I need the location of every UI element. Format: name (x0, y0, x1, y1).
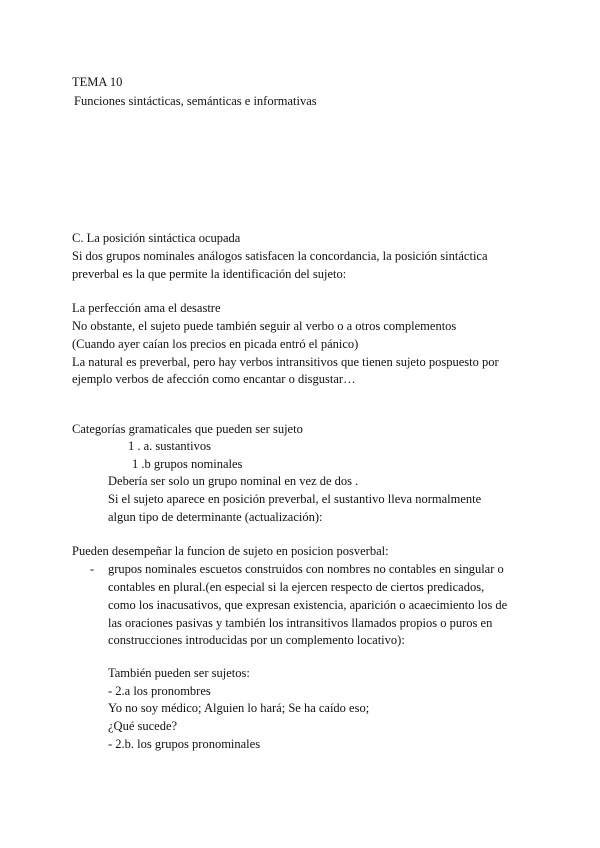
paragraph-line: No obstante, el sujeto puede también seguir al verbo o a otros complementos (72, 319, 457, 333)
list-item: - 2.b. los grupos pronominales (108, 737, 261, 751)
note-line: algun tipo de determinante (actualización): (108, 510, 323, 524)
bullet-line: contables en plural.(en especial si la ejercen respecto de ciertos predicados, (108, 580, 485, 594)
list-item: 1 . a. sustantivos (128, 439, 211, 453)
bullet-line: construcciones introducidas por un complemento locativo): (108, 633, 405, 647)
example-line: Yo no soy médico; Alguien lo hará; Se ha caído eso; (108, 701, 370, 715)
paragraph-line: (Cuando ayer caían los precios en picada entró el pánico) (72, 337, 359, 351)
note-line: Si el sujeto aparece en posición preverbal, el sustantivo lleva normalmente (108, 492, 482, 506)
paragraph-line: ejemplo verbos de afección como encantar o disgustar… (72, 372, 356, 386)
bullet-line: las oraciones pasivas y también los intransitivos llamados propios o puros en (108, 616, 493, 630)
paragraph-line: Si dos grupos nominales análogos satisfacen la concordancia, la posición sintáctica (72, 249, 488, 263)
bullet-line: grupos nominales escuetos construidos con nombres no contables en singular o (108, 562, 504, 576)
example-sentence: La perfección ama el desastre (72, 301, 221, 315)
list-item: - 2.a los pronombres (108, 684, 211, 698)
doc-subtitle: Funciones sintácticas, semánticas e informativas (74, 94, 317, 108)
paragraph-line: También pueden ser sujetos: (108, 666, 250, 680)
list-item: 1 .b grupos nominales (132, 457, 243, 471)
paragraph-line: preverbal es la que permite la identificación del sujeto: (72, 267, 347, 281)
bullet-marker: - (90, 562, 95, 576)
section-heading: C. La posición sintáctica ocupada (72, 231, 241, 245)
doc-title: TEMA 10 (72, 75, 123, 89)
example-line: ¿Qué sucede? (108, 719, 178, 733)
paragraph-line: La natural es preverbal, pero hay verbos intransitivos que tienen sujeto pospuesto por (72, 355, 499, 369)
note-line: Debería ser solo un grupo nominal en vez de dos . (108, 474, 359, 488)
posverbal-heading: Pueden desempeñar la funcion de sujeto en posicion posverbal: (72, 544, 389, 558)
categories-heading: Categorías gramaticales que pueden ser sujeto (72, 422, 303, 436)
bullet-line: como los inacusativos, que expresan existencia, aparición o acaecimiento los de (108, 598, 508, 612)
